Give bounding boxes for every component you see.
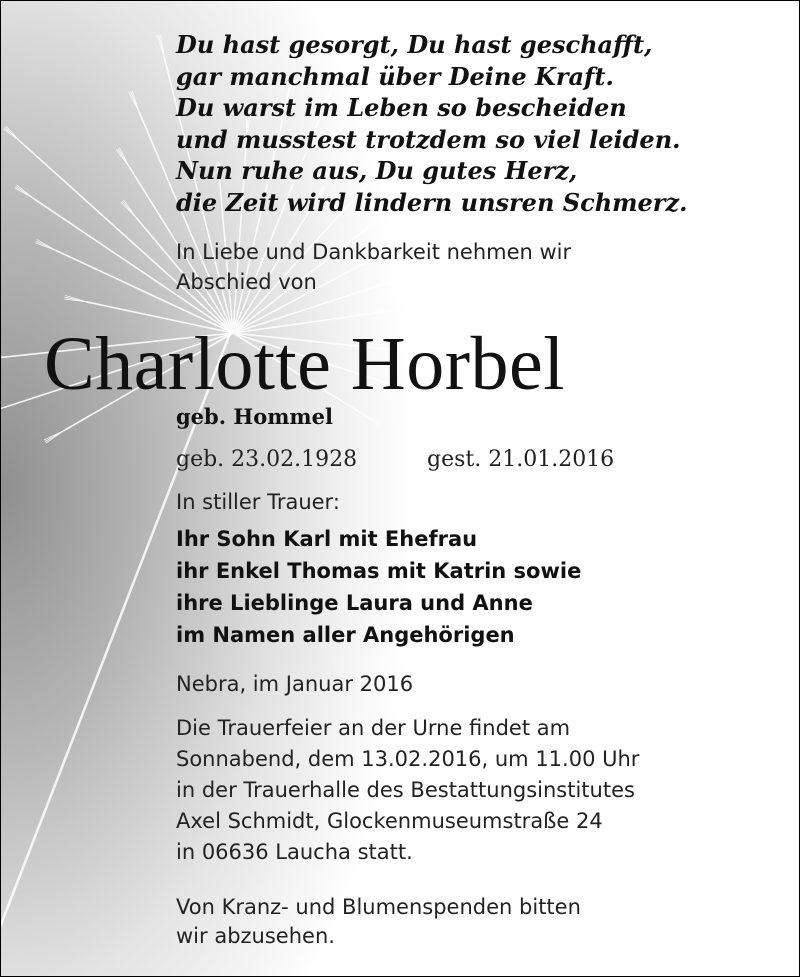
poem-line: Du hast gesorgt, Du hast geschafft,: [176, 30, 653, 59]
life-dates: [176, 445, 615, 475]
intro-line: Abschied von: [176, 270, 317, 294]
maiden-name: geb. Hommel: [176, 404, 333, 429]
deceased-name: Charlotte Horbel: [44, 322, 565, 406]
funeral-line: Sonnabend, dem 13.02.2016, um 11.00 Uhr: [176, 747, 640, 771]
death-date: gest. 21.01.2016: [427, 447, 615, 472]
mourner-line: ihr Enkel Thomas mit Katrin sowie: [176, 559, 582, 583]
mourning-label: In stiller Trauer:: [176, 490, 340, 514]
mourner-line: ihre Lieblinge Laura und Anne: [176, 591, 533, 615]
funeral-line: in 06636 Laucha statt.: [176, 840, 413, 864]
poem-line: Du warst im Leben so bescheiden: [176, 93, 627, 122]
funeral-line: in der Trauerhalle des Bestattungsinstitutes: [176, 778, 635, 802]
birth-date: geb. 23.02.1928: [176, 447, 358, 472]
poem-line: Nun ruhe aus, Du gutes Herz,: [176, 156, 578, 185]
funeral-line: Axel Schmidt, Glockenmuseumstraße 24: [176, 809, 603, 833]
mourners-list: [176, 523, 581, 651]
funeral-line: Die Trauerfeier an der Urne findet am: [176, 716, 571, 740]
poem-line: und musstest trotzdem so viel leiden.: [176, 124, 681, 154]
flower-line: wir abzusehen.: [176, 924, 335, 948]
flower-request: [176, 893, 581, 951]
place-date: Nebra, im Januar 2016: [176, 672, 414, 696]
flower-line: Von Kranz- und Blumenspenden bitten: [176, 895, 581, 919]
funeral-details: [176, 713, 639, 868]
intro-line: In Liebe und Dankbarkeit nehmen wir: [176, 240, 572, 264]
mourner-line: Ihr Sohn Karl mit Ehefrau: [176, 527, 478, 551]
intro-text: [176, 237, 571, 297]
poem: [176, 29, 687, 218]
poem-line: gar manchmal über Deine Kraft.: [176, 61, 614, 91]
poem-line: die Zeit wird lindern unsren Schmerz.: [176, 187, 688, 217]
mourner-line: im Namen aller Angehörigen: [176, 623, 515, 647]
